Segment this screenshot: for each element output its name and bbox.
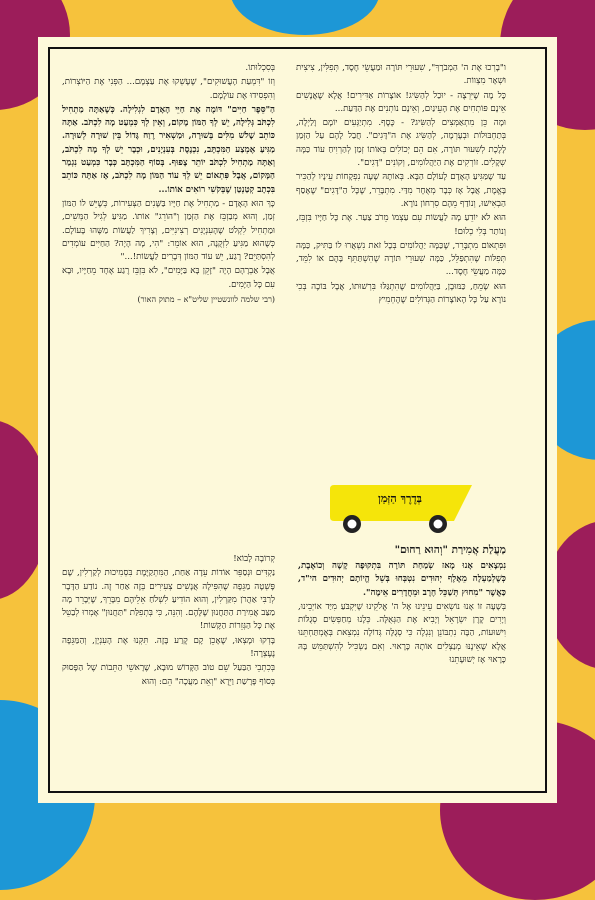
paragraph-bold: נִמְצָאִים אָנוּ מָאז שְׂמַחַת תּוֹרָה בִּתְקוּפָה קָשָׁה וְכוֹאֶבֶת, כְּשֶׁלְמַעְלָה מֵאֶלֶף יְהוּדִים נִטְבְּחוּ בְּשֵׁל הֱיוֹתָם יְהוּדִים הי"ד, כַּאֲשֶׁר "מִחוּץ תְּשַׁכֵּל חֶרֶב וּמֵחֲדָרִים אֵימָה". — [298, 561, 506, 598]
article-column-left-lower — [62, 553, 275, 690]
bus-icon — [330, 477, 510, 537]
paragraph: בָּדְקוּ וּמָצְאוּ, שֶׁאָכֵן קָם קֶרַע בָּזֶה. תִּקְּנוּ אֶת הָעִנְיָן, וְהַמַּגֵּפָה נֶעֶצְרָה! — [62, 635, 275, 660]
article-column-left — [62, 62, 275, 307]
section-heading: מַעֲלַת אֲמִירַת "וְהוּא רַחוּם" — [394, 544, 506, 556]
bus-title: בְּדֶרֶךְ הַזְּמַן — [378, 492, 422, 505]
paragraph: בְּשָׁעָה זוֹ אָנוּ נוֹשְׂאִים עֵינֵינוּ אֶל ה' אֱלֹקֵינוּ שֶׁיִּקְבֹּעַ מִיַּד אוֹיְבֵינוּ, וְיָרִים קֶרֶן יִשְׂרָאֵל וְיָבִיא אֶת הַגְּאֻלָּה. כְּלָנוּ מְחַפְּשִׂים סְגֻלּוֹת וִישׁוּעוֹת, הַבָּה נִתְבּוֹנֵן וְנִגְלֶה כִּי סְגֻלָּה גְּדוֹלָה נִמְצֵאת בְּאֶמְתַּחְתֵּנוּ אֲלָא שֶׁאֵינֶנּוּ מְנַצְּלִים אוֹתָהּ כָּרָאוּי. וְאִם נַשְׂכִּיל לְהִשְׁתַּמֵּשׁ בָּהּ כָּרָאוּי אָז יְשׁוּעָתֵנוּ — [298, 601, 506, 666]
paragraph: וְזוֹ "דִּמְעַת הָעֲשׁוּקִים", שֶׁעָשְׁקוּ אֶת עַצְמָם... הַפְּנִי אֶת הַיּוֹצְרוֹת, וְהִפְסִידוּ אֶת עוֹלָמָם. — [62, 77, 275, 101]
paragraph: בְּסִכְלוּתוֹ. — [245, 63, 275, 73]
source-citation: (רבי שלמה לוונשטיין שליט"א – מתוק האור) — [137, 295, 275, 305]
paragraph: כָּל מָה שֶׁיִּרְצֶה - יוּכַל לְהַשִּׂיג! אוֹצָרוֹת אַדִּירִים! אֲלָא שֶׁאֲנָשִׁים אֵינָם פּוֹתְחִים אֶת הָעֵינַיִם, וְאֵינָם נוֹתְנִים אֶת הַדַּעַת... — [296, 90, 506, 114]
paragraph: כָּךְ הוּא הָאָדָם - מַתְחִיל אֶת חַיָּיו בַּשָּׁנִים הַצְּעִירוֹת, כְּשֶׁיֵּשׁ לוֹ הַמּוֹן זְמַן, וְהוּא מְבַזְבֵּז אֶת הַזְּמַן וְ"הוֹרֵג" אוֹתוֹ. מַגִּיעַ לְגִיל הַמְּשִׁים, וּמַתְחִיל לִקְלֹט שֶׁהָעִנְיָנִים רְצִינִיִּים, וְצָרִיךְ לַעֲשׂוֹת מַשֶּׁהוּ בָּעוֹלָם. כְּשֶׁהוּא מַגִּיעַ לִזְקֻנָה, הוּא אוֹמֵר: "הִי, מָה הָיָה? הַחַיִּים עוֹמְדִים לְהִסְתַּיֵּם? רֶגַע, יֵשׁ עוֹד הַמּוֹן דְּבָרִים לַעֲשׂוֹת!..." — [62, 198, 275, 263]
bus-illustration — [330, 477, 510, 537]
article-column-right — [296, 62, 506, 308]
paragraph: קְרוֹבָה לָבוֹא! — [233, 554, 275, 564]
paragraph: ו"בָרְכוּ אֶת ה' הַמְבֹרָךְ", שִׁעוּרֵי תּוֹרָה וּמַעֲשֵׂי חֶסֶד, תְּפִלִּין, צִיצִית וּשְׁאָר מִצְווֹת. — [296, 63, 506, 87]
paragraph: נַקְדִּים וּנְסַפֵּר אוֹדוֹת עֵדָה אַחַת, הַמִּתְקַיֶּמֶת בִּסְמִיכוּת לְקַרְלִין, שָׁם פָּשְׁטָה מַגֵּפָה שֶׁהִפִּילָה אֲנָשִׁים צְעִירִים בְּזֶה אַחַר זֶה. נוֹדַע הַדָּבָר לְרַבִּי אַהֲרֹן מִקַּרְלִין, וְהוּא הוֹדִיעַ לִשְׁלֹחַ אֵלֵיהֶם מִבָּרֵךְ, שֶׁיְּבָרֵר מָה מַצַּב אֲמִירַת הַתַּחֲנוּן שֶׁלָּהֶם. וְהִנֵּה, כִּי בְּתְפִלַּת "תַּחֲנוּן" אָמְרוּ לְבַטֵּל אֶת כָּל הַגְּזֵרוֹת הַקָּשׁוֹת! — [62, 568, 275, 632]
paragraph-bold: הַ"סֵּפֶר חַיִּים" דּוֹמֶה אֶת חַיֵּי הָאָדָם לִגְלִילָה. כְּשֶׁאַתָּה מַתְחִיל לִכְתֹּב גְּלִילָה, יֵשׁ לְךָ הַמּוֹן מָקוֹם, וְאֵין לְךָ כִּמְעַט מָה לִכְתֹּב. אַתָּה כּוֹתֵב שָׁלֹשׁ מִלִּים בְּשׁוּרָה, וּמַשְׁאִיר רֶוַח גָּדוֹל בֵּין שׁוּרָה לְשׁוּרָה. מַגִּיעַ אֶמְצַע הַמִּכְתָּב, נִכְנֶסֶת בְּעִנְיָנִים, וּכְבָר יֵשׁ לְךָ מָה לִכְתֹּב, וְאַתָּה מַתְחִיל לִכְתֹּב יוֹתֵר צָפוּף. בְּסוֹף הַמִּכְתָּב כְּבָר כִּמְעַט נִגְמַר הַמָּקוֹם, אֲבָל פִּתְאוֹם יֵשׁ לְךָ עוֹד הַמּוֹן מָה לִכְתֹּב, אָז אַתָּה כּוֹתֵב בִּכְתָב קְטַנְטַן שֶׁבְּקֹשִׁי רוֹאִים אוֹתוֹ... — [62, 104, 275, 195]
paragraph: אֲבָל אַבְרָהָם הָיָה "זָקֵן בָּא בַּיָּמִים", לֹא בִּזְבֵּז רֶגַע אֶחָד מֵחַיָּיו, וּבָא עִם כָּל הַיָּמִים. — [62, 266, 275, 290]
paragraph: וּפִתְאוֹם מִתְבָּרֵר, שֶׁכַּמָּה יַהֲלוֹמִים בְּכָל זֹאת נִשְׁאֲרוּ לוֹ בַּתִּיק, כַּמָּה תְּפִלּוֹת שֶׁהִתְפַּלֵּל, כַּמָּה שִׁעוּרֵי תּוֹרָה שֶׁהִשְׁתַּתֵּף בָּהֶם אוֹ לִמֵּד, כַּמָּה מַעֲשֵׂי חֶסֶד... — [296, 240, 506, 278]
article-column-right-lower — [298, 543, 506, 668]
paragraph: עַד שֶׁמַּגִּיעַ הָאָדָם לָעוֹלָם הַבָּא. בְּאוֹתָהּ שָׁעָה נִפְקָחוֹת עֵינָיו לְהַכִּיר בָּאֱמֶת, אֲבָל אָז כְּבָר מְאֻחָר מִדַּי. מִתְבָּרֵר, שֶׁכָּל הַ"דָּגִים" שֶׁאָסַף הַבְאִישׁוּ, וְנוֹדַף מֵהֶם סִרְחוֹן נוֹרָא. — [296, 172, 506, 209]
decorative-blob — [230, 0, 380, 35]
paragraph: בְּכִתְבֵי הַבַּעַל שֵׁם טוֹב הַקָּדוֹשׁ מוּבָא, שֶׁרָאשֵׁי הַתֵּבוֹת שֶׁל הַפָּסוּק בְּסוֹף פָּרָשַׁת וַיֵּרָא "וְאֵת מַעֲכָה" הֵם: וְהוּא — [62, 663, 275, 687]
paragraph: הוּא לֹא יוֹדֵעַ מָה לַעֲשׂוֹת עִם עַצְמוֹ מֵרֹב צַעַר. אֶת כָּל חַיָּיו בִּזְבֵּז, וְנוֹתַר בְּלִי כְלוּם! — [296, 213, 506, 237]
paragraph: וּמָה כֵּן מִתְאַמְּצִים לְהַשִּׂיג? - כֶּסֶף. מִתְיַגְּעִים יוֹמָם וָלַיְלָה, בְּתַחְבּוּלוֹת וּבְעָרְמָה, לְהַשִּׂיג אֶת ה"דָּגִים". חֲבַל לָהֶם עַל הַזְּמַן לָלֶכֶת לְשִׁעוּר תּוֹרָה, אִם הֵם יְכוֹלִים בְּאוֹתוֹ זְמַן לְהַרְוִיחַ עוֹד כַּמָּה שְׁקָלִים. זוֹרְקִים אֶת הַיַּהֲלוֹמִים, וְקוֹנִים "דָּגִים". — [296, 118, 506, 169]
paragraph: הוּא שָׂמֵחַ, כַּמּוּבָן, בַּיַּהֲלוֹמִים שֶׁהִתְגַּלּוּ בִּרְשׁוּתוֹ, אֲבָל בּוֹכֶה בְּכִי נוֹרָא עַל כָּל הָאוֹצָרוֹת הַגְּדוֹלִים שֶׁהֶחְמִיץ — [296, 281, 506, 306]
